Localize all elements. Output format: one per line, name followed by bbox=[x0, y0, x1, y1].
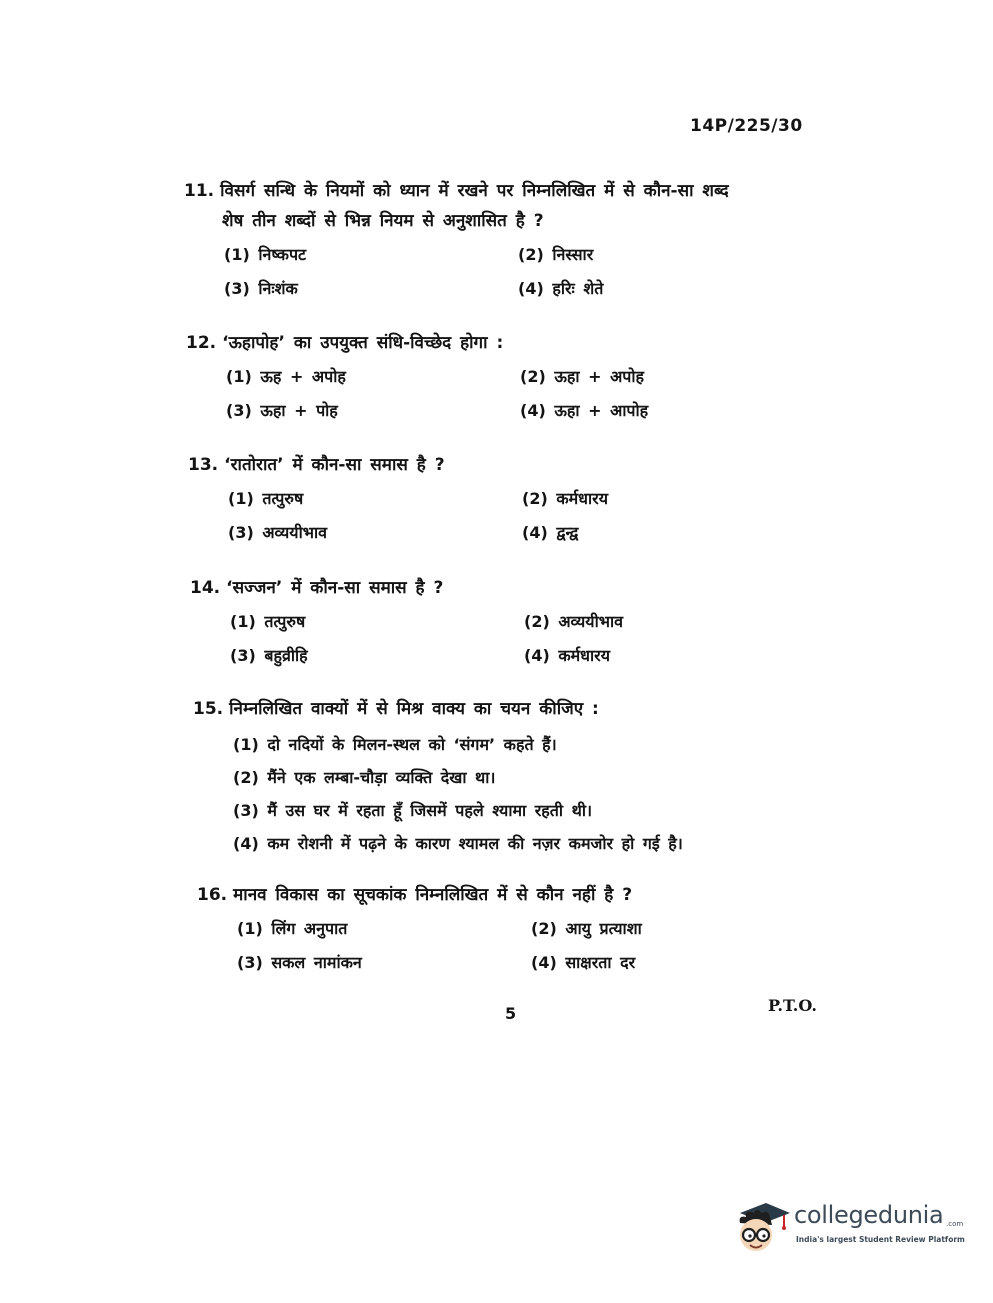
option-2: (2) अव्ययीभाव bbox=[524, 612, 624, 631]
question-text: ‘रातोरात’ में कौन-सा समास है ? bbox=[224, 455, 445, 475]
paper-code: 14P/225/30 bbox=[690, 116, 803, 136]
option-3: (3) बहुव्रीहि bbox=[230, 646, 308, 665]
question-11 bbox=[184, 176, 824, 304]
pto-label: P.T.O. bbox=[768, 996, 817, 1015]
option-4: (4) साक्षरता दर bbox=[531, 953, 636, 972]
question-number: 12. bbox=[186, 333, 217, 353]
student-mascot-icon bbox=[732, 1195, 792, 1261]
watermark-tagline: India's largest Student Review Platform bbox=[796, 1235, 965, 1244]
options bbox=[186, 362, 826, 426]
question-text: ‘सज्जन’ में कौन-सा समास है ? bbox=[226, 578, 444, 598]
question-15 bbox=[193, 694, 833, 860]
question-16 bbox=[197, 880, 837, 978]
options bbox=[197, 914, 837, 978]
option-4: (4) कम रोशनी में पढ़ने के कारण श्यामल की नज़र कमजोर हो गई है। bbox=[233, 834, 683, 853]
question-number: 15. bbox=[193, 699, 224, 719]
option-2: (2) ऊहा + अपोह bbox=[520, 367, 645, 386]
option-3: (3) निःशंक bbox=[224, 279, 298, 298]
option-2: (2) मैंने एक लम्बा-चौड़ा व्यक्ति देखा था। bbox=[233, 768, 496, 787]
options bbox=[190, 607, 830, 671]
option-4: (4) कर्मधारय bbox=[524, 646, 610, 665]
option-2: (2) आयु प्रत्याशा bbox=[531, 919, 642, 938]
question-number: 14. bbox=[190, 578, 221, 598]
question-text: मानव विकास का सूचकांक निम्नलिखित में से कौन नहीं है ? bbox=[233, 885, 633, 905]
question-number: 16. bbox=[197, 885, 228, 905]
options bbox=[184, 240, 824, 304]
option-1: (1) लिंग अनुपात bbox=[237, 919, 348, 938]
question-text: विसर्ग सन्धि के नियमों को ध्यान में रखने पर निम्नलिखित में से कौन-सा शब्द bbox=[220, 181, 729, 201]
option-1: (1) दो नदियों के मिलन-स्थल को ‘संगम’ कहते हैं। bbox=[233, 735, 557, 754]
option-4: (4) हरिः शेते bbox=[518, 279, 604, 298]
watermark-brand: collegedunia bbox=[794, 1201, 944, 1229]
question-text: निम्नलिखित वाक्यों में से मिश्र वाक्य का चयन कीजिए : bbox=[229, 699, 599, 719]
page-number: 5 bbox=[505, 1004, 517, 1023]
option-1: (1) ऊह + अपोह bbox=[226, 367, 346, 386]
watermark-domain: .com bbox=[946, 1220, 964, 1228]
option-4: (4) ऊहा + आपोह bbox=[520, 401, 649, 420]
question-14 bbox=[190, 573, 830, 671]
question-text-continued: शेष तीन शब्दों से भिन्न नियम से अनुशासित है ? bbox=[222, 211, 544, 231]
question-number: 13. bbox=[188, 455, 219, 475]
option-3: (3) मैं उस घर में रहता हूँ जिसमें पहले श्यामा रहती थी। bbox=[233, 801, 593, 820]
question-12 bbox=[186, 328, 826, 426]
question-13 bbox=[188, 450, 828, 548]
option-1: (1) तत्पुरुष bbox=[228, 489, 304, 508]
option-2: (2) कर्मधारय bbox=[522, 489, 608, 508]
question-text: ‘ऊहापोह’ का उपयुक्त संधि-विच्छेद होगा : bbox=[222, 333, 504, 353]
option-3: (3) ऊहा + पोह bbox=[226, 401, 338, 420]
collegedunia-watermark bbox=[732, 1195, 964, 1265]
option-1: (1) निष्कपट bbox=[224, 245, 307, 264]
option-2: (2) निस्सार bbox=[518, 245, 594, 264]
options bbox=[188, 484, 828, 548]
option-3: (3) अव्ययीभाव bbox=[228, 523, 328, 542]
options bbox=[193, 728, 833, 860]
option-3: (3) सकल नामांकन bbox=[237, 953, 362, 972]
question-number: 11. bbox=[184, 181, 215, 201]
option-4: (4) द्वन्द्व bbox=[522, 523, 579, 542]
option-1: (1) तत्पुरुष bbox=[230, 612, 306, 631]
